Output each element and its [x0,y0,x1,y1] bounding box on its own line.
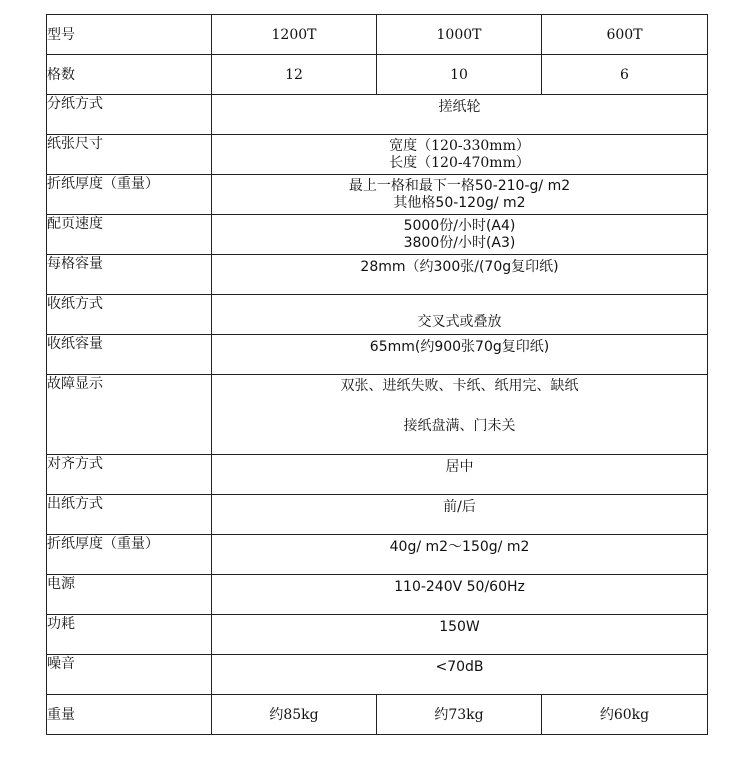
fold-thickness-outer: 最上一格和最下一格50-210-g/ m2 [348,177,571,194]
model-600t: 600T [542,15,708,55]
speed-a3: 3800份/小时(A3) [403,234,516,251]
speed-a4: 5000份/小时(A4) [403,217,516,234]
label-fold-thickness: 折纸厚度（重量） [47,175,212,215]
fold-thickness-other: 其他格50-120g/ m2 [393,194,526,211]
label-feed-method: 分纸方式 [47,95,212,135]
weight-600t: 约60kg [542,695,708,735]
row-model [47,15,708,55]
slots-600t: 6 [542,55,708,95]
row-feed-method [47,95,708,135]
label-receive-method: 收纸方式 [47,295,212,335]
value-receive-method: 交叉式或叠放 [212,295,708,335]
label-slot-capacity: 每格容量 [47,255,212,295]
value-fold-thickness [212,175,708,215]
row-alignment [47,455,708,495]
value-power-consumption: 150W [212,615,708,655]
model-1000t: 1000T [377,15,542,55]
label-power-supply: 电源 [47,575,212,615]
label-fault-display: 故障显示 [47,375,212,455]
label-fold-thickness-2: 折纸厚度（重量） [47,535,212,575]
value-alignment: 居中 [212,455,708,495]
value-collate-speed [212,215,708,255]
label-receive-capacity: 收纸容量 [47,335,212,375]
label-weight: 重量 [47,695,212,735]
value-noise: <70dB [212,655,708,695]
row-receive-method [47,295,708,335]
label-paper-size: 纸张尺寸 [47,135,212,175]
slots-1200t: 12 [212,55,377,95]
value-output-method: 前/后 [212,495,708,535]
label-slots: 格数 [47,55,212,95]
row-output-method [47,495,708,535]
weight-1000t: 约73kg [377,695,542,735]
row-noise [47,655,708,695]
row-weight [47,695,708,735]
value-fault-display [212,375,708,455]
row-slots [47,55,708,95]
label-collate-speed: 配页速度 [47,215,212,255]
label-power-consumption: 功耗 [47,615,212,655]
row-collate-speed [47,215,708,255]
weight-1200t: 约85kg [212,695,377,735]
row-power-consumption [47,615,708,655]
row-receive-capacity [47,335,708,375]
paper-length: 长度（120-470mm） [389,154,530,171]
value-power-supply: 110-240V 50/60Hz [212,575,708,615]
model-1200t: 1200T [212,15,377,55]
label-alignment: 对齐方式 [47,455,212,495]
value-receive-capacity: 65mm(约900张70g复印纸) [212,335,708,375]
row-power-supply [47,575,708,615]
value-fold-thickness-2: 40g/ m2～150g/ m2 [212,535,708,575]
label-output-method: 出纸方式 [47,495,212,535]
row-slot-capacity [47,255,708,295]
spec-table [46,14,708,735]
fault-line-1: 双张、进纸失败、卡纸、纸用完、缺纸 [340,378,579,394]
label-noise: 噪音 [47,655,212,695]
row-fold-thickness [47,175,708,215]
value-slot-capacity: 28mm（约300张/(70g复印纸) [212,255,708,295]
slots-1000t: 10 [377,55,542,95]
value-paper-size [212,135,708,175]
row-fold-thickness-2 [47,535,708,575]
label-model: 型号 [47,15,212,55]
paper-width: 宽度（120-330mm） [389,137,530,154]
value-feed-method: 搓纸轮 [212,95,708,135]
row-fault-display [47,375,708,455]
row-paper-size [47,135,708,175]
fault-line-2: 接纸盘满、门未关 [403,418,516,434]
